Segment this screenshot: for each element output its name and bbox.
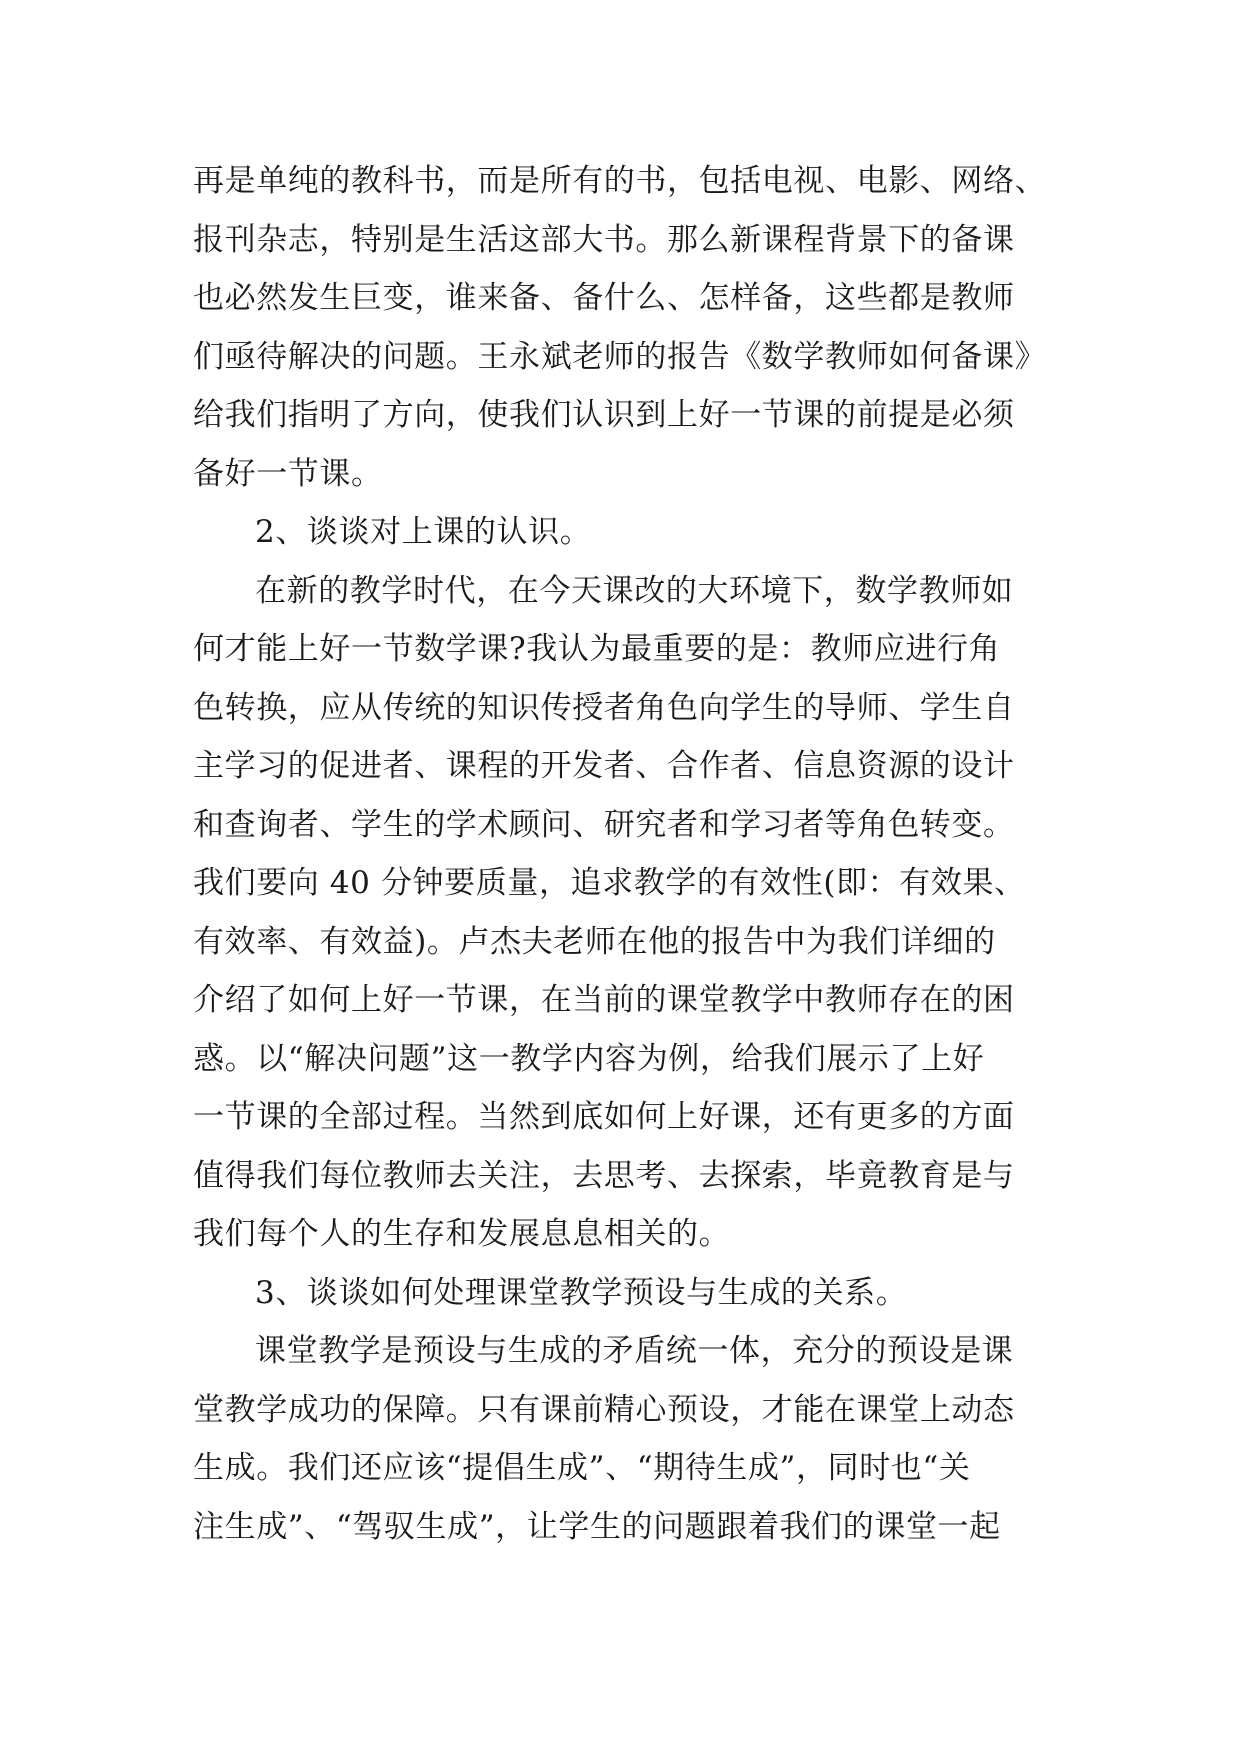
text-line: 生成。我们还应该“提倡生成”、“期待生成”，同时也“关 (193, 1450, 971, 1486)
text-line: 也必然发生巨变，谁来备、备什么、怎样备，这些都是教师 (193, 280, 1015, 316)
text-line: 色转换，应从传统的知识传授者角色向学生的导师、学生自 (193, 689, 1015, 726)
text-line: 值得我们每位教师去关注，去思考、去探索，毕竟教育是与 (193, 1157, 1015, 1194)
text-line: 注生成”、“驾驭生成”，让学生的问题跟着我们的课堂一起 (193, 1508, 1001, 1545)
text-line: 一节课的全部过程。当然到底如何上好课，还有更多的方面 (193, 1099, 1015, 1135)
text-line: 3、谈谈如何处理课堂教学预设与生成的关系。 (255, 1274, 908, 1311)
text-line: 惑。以“解决问题”这一教学内容为例，给我们展示了上好 (193, 1040, 985, 1077)
text-line: 主学习的促进者、课程的开发者、合作者、信息资源的设计 (193, 748, 1015, 784)
text-line: 有效率、有效益)。卢杰夫老师在他的报告中为我们详细的 (193, 923, 996, 960)
text-line: 们亟待解决的问题。王永斌老师的报告《数学教师如何备课》 (193, 338, 1047, 375)
text-line: 报刊杂志，特别是生活这部大书。那么新课程背景下的备课 (193, 221, 1015, 258)
text-line: 2、谈谈对上课的认识。 (255, 514, 592, 550)
text-line: 给我们指明了方向，使我们认识到上好一节课的前提是必须 (193, 397, 1015, 433)
text-line: 我们每个人的生存和发展息息相关的。 (193, 1216, 731, 1252)
body-text (193, 152, 1063, 1556)
text-line: 介绍了如何上好一节课，在当前的课堂教学中教师存在的困 (193, 982, 1015, 1018)
text-line: 堂教学成功的保障。只有课前精心预设，才能在课堂上动态 (193, 1391, 1015, 1428)
text-line: 课堂教学是预设与生成的矛盾统一体，充分的预设是课 (255, 1333, 1014, 1369)
text-line: 我们要向 40 分钟要质量，追求教学的有效性(即：有效果、 (193, 865, 1026, 901)
text-line: 备好一节课。 (193, 455, 383, 492)
text-line: 在新的教学时代，在今天课改的大环境下，数学教师如 (255, 572, 1014, 609)
text-line: 何才能上好一节数学课?我认为最重要的是：教师应进行角 (193, 631, 1001, 667)
text-line: 再是单纯的教科书，而是所有的书，包括电视、电影、网络、 (193, 163, 1047, 199)
text-line: 和查询者、学生的学术顾问、研究者和学习者等角色转变。 (193, 806, 1015, 843)
